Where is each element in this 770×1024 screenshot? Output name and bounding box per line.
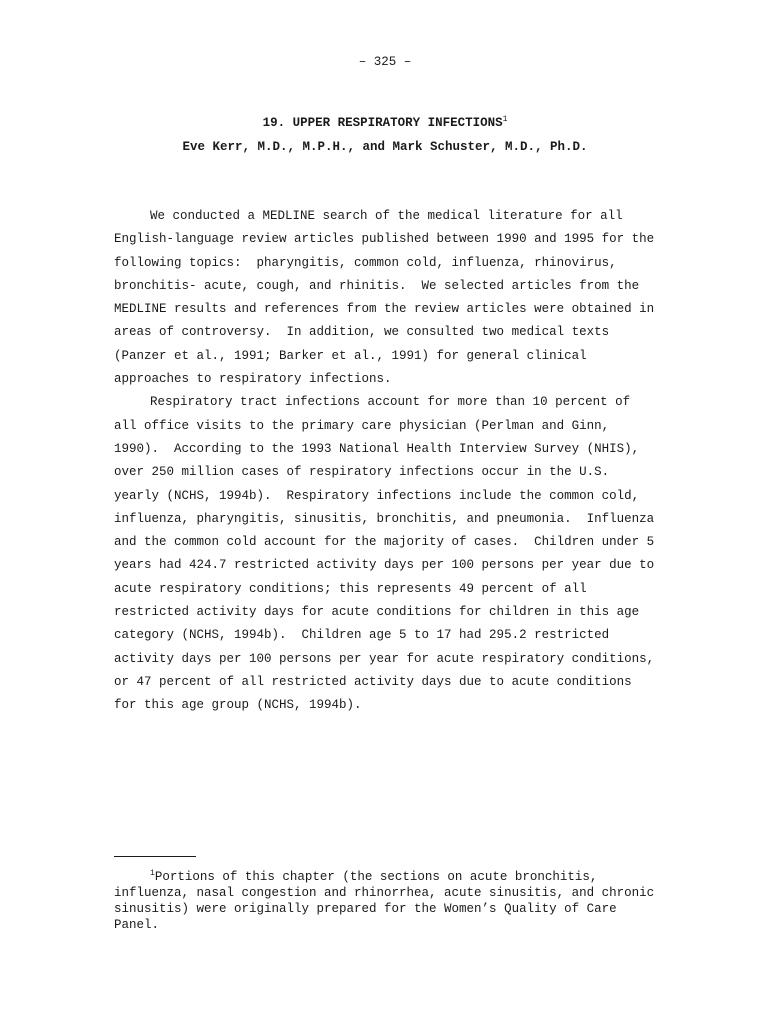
page-number: – 325 – [358, 55, 412, 69]
paragraph-2 [114, 391, 674, 717]
text-line: years had 424.7 restricted activity days per 100 persons per year due to [114, 558, 655, 573]
chapter-title [0, 116, 770, 130]
text-line: following topics: pharyngitis, common cold, influenza, rhinovirus, [114, 255, 617, 270]
paragraph-1 [114, 205, 674, 391]
text-line: acute respiratory conditions; this represents 49 percent of all [114, 581, 587, 596]
text-line: areas of controversy. In addition, we consulted two medical texts [114, 325, 610, 340]
text-line: MEDLINE results and references from the review articles were obtained in [114, 302, 655, 317]
footnote-text: Portions of this chapter (the sections on acute bronchitis, [154, 870, 598, 884]
text-line: activity days per 100 persons per year for acute respiratory conditions, [114, 651, 655, 666]
text-line: bronchitis- acute, cough, and rhinitis. We selected articles from the [114, 278, 640, 293]
text-line: restricted activity days for acute conditions for children in this age [114, 605, 640, 620]
footnote [114, 869, 674, 933]
text-line: (Panzer et al., 1991; Barker et al., 1991) for general clinical [114, 348, 587, 363]
text-line: 1990). According to the 1993 National Health Interview Survey (NHIS), [114, 441, 640, 456]
text-line: category (NCHS, 1994b). Children age 5 to 17 had 295.2 restricted [114, 628, 610, 643]
text-line: Respiratory tract infections account for more than 10 percent of [150, 395, 631, 410]
chapter-footnote-marker: 1 [502, 114, 508, 124]
text-line: all office visits to the primary care physician (Perlman and Ginn, [114, 418, 610, 433]
footnote-line [114, 869, 674, 885]
chapter-authors: Eve Kerr, M.D., M.P.H., and Mark Schuster, M.D., Ph.D. [182, 140, 588, 154]
text-line: or 47 percent of all restricted activity days due to acute conditions [114, 674, 632, 689]
footnote-divider [114, 856, 196, 857]
footnote-line: Panel. [114, 918, 160, 932]
text-line: approaches to respiratory infections. [114, 372, 392, 387]
text-line: over 250 million cases of respiratory infections occur in the U.S. [114, 465, 610, 480]
text-line: We conducted a MEDLINE search of the medical literature for all [150, 209, 623, 223]
text-line: for this age group (NCHS, 1994b). [114, 698, 362, 713]
text-line: English-language review articles published between 1990 and 1995 for the [114, 232, 655, 247]
text-line: influenza, pharyngitis, sinusitis, bronchitis, and pneumonia. Influenza [114, 511, 655, 526]
footnote-marker: 1 [150, 868, 155, 878]
footnote-line: sinusitis) were originally prepared for the Women’s Quality of Care [114, 902, 617, 916]
body-text [114, 205, 674, 718]
text-line: yearly (NCHS, 1994b). Respiratory infections include the common cold, [114, 488, 640, 503]
footnote-line: influenza, nasal congestion and rhinorrhea, acute sinusitis, and chronic [114, 886, 655, 900]
text-line: and the common cold account for the majority of cases. Children under 5 [114, 535, 655, 550]
chapter-title-text: 19. UPPER RESPIRATORY INFECTIONS [262, 116, 503, 130]
